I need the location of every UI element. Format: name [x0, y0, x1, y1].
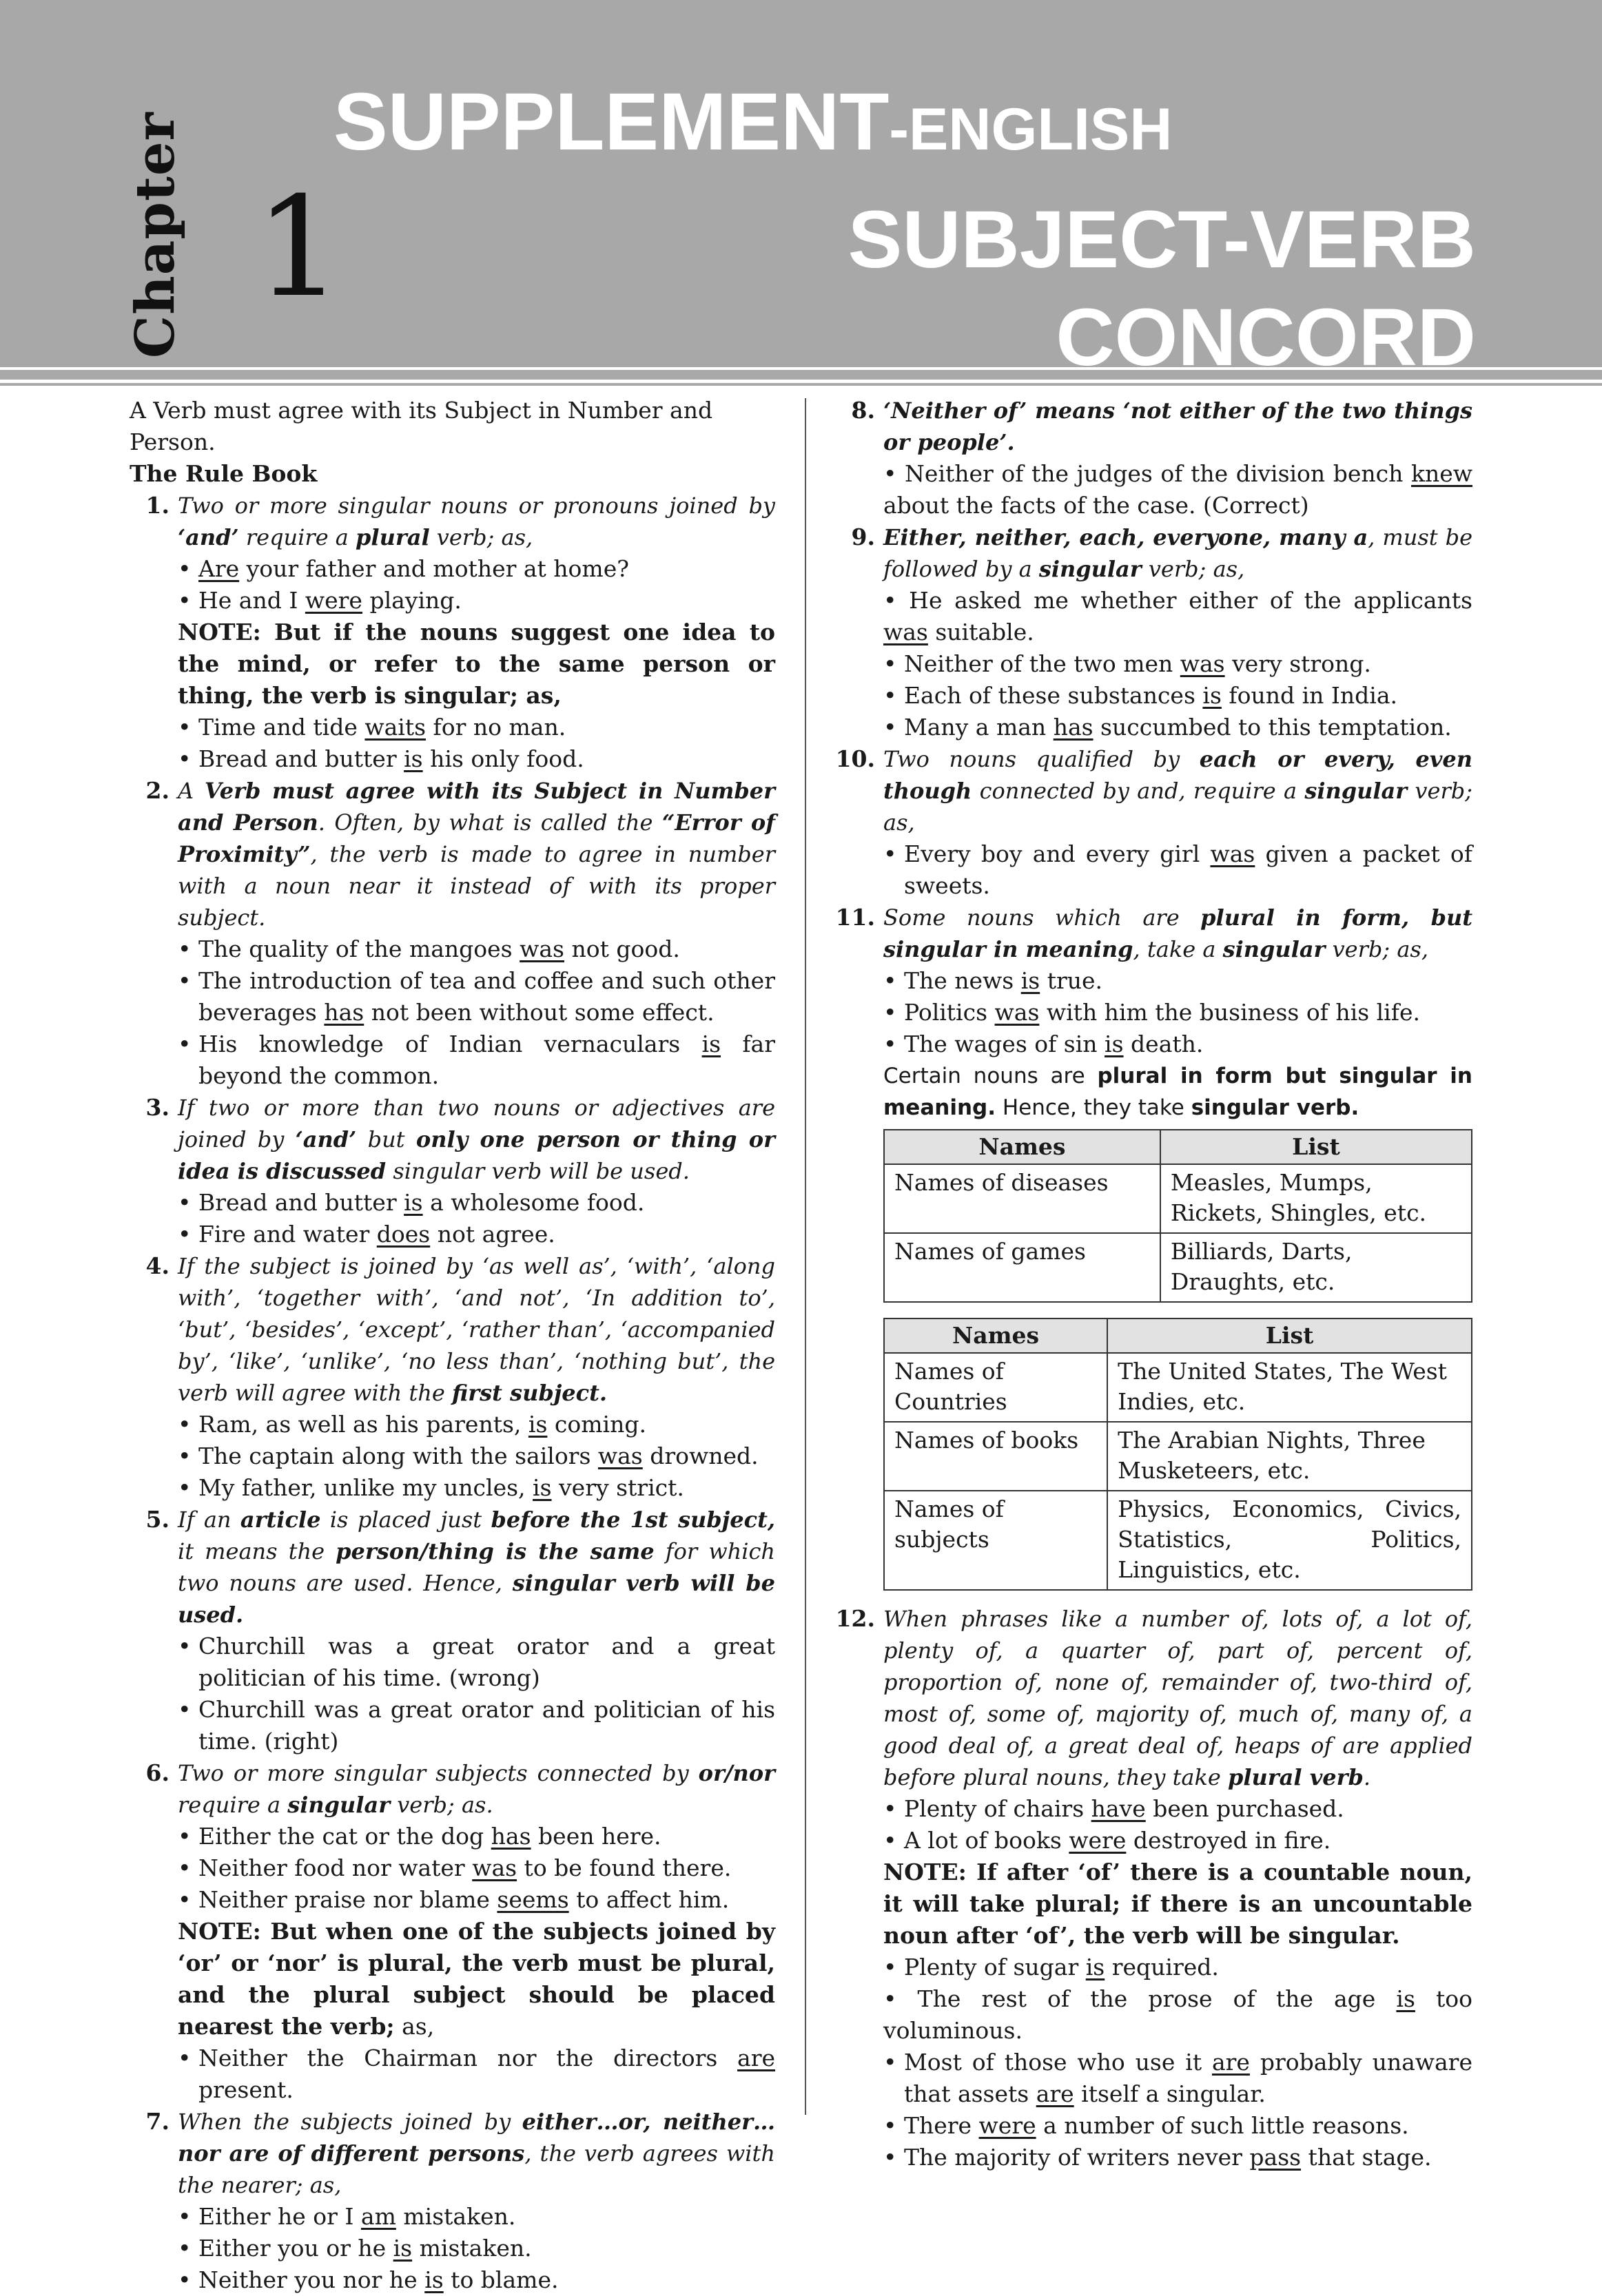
rule-12: 12. When phrases like a number of, lots of, a lot of, plenty of, a quarter of, part of, percent of, proportion of, none of, remainder of, two-third of, most of, some of, majority of, much of, many of, a good deal of, a great deal of, heaps of are applied before plural nouns, they take plural verb. • Plenty of chairs have been purchased. • A lot of books were destroyed in fire. NOTE: If after ‘of’ there is a countable noun, it will take plural; if there is an uncountable noun after ‘of’, the verb will be singular. • Plenty of sugar is required. • The rest of the prose of the age is too voluminous. • Most of those who use it are probably unaware that assets are itself a singular. • There were a number of such little reasons. • The majority of writers never pass that stage.	[835, 1603, 1472, 2173]
rule-11: 11. Some nouns which are plural in form, but singular in meaning, take a singular verb; as, • The news is true. • Politics was with him the business of his life. • The wages of sin is death. Certain nouns are plural in form but singular in meaning. Hence, they take singular verb.	[835, 904, 1473, 1120]
rule-3: 3. If two or more than two nouns or adjectives are joined by ‘and’ but only one person or thing or idea is discussed singular verb will be used. • Bread and butter is a wholesome food. • Fire and water does not agree.	[130, 1092, 775, 1250]
table1-header-list: List	[1160, 1130, 1472, 1164]
table-cell: Names of games	[884, 1233, 1160, 1302]
rule-8: 8. ‘Neither of’ means ‘not either of the two things or people’. • Neither of the judges of the division bench knew about the facts of the case. (Correct)	[851, 397, 1472, 519]
table-cell: Names of diseases	[884, 1164, 1160, 1233]
table-cell: Names of books	[884, 1422, 1107, 1491]
rule-10: 10. Two nouns qualified by each or every, even though connected by and, require a singular verb; as, • Every boy and every girl was given a packet of sweets.	[835, 743, 1472, 902]
table-row	[884, 1422, 1472, 1491]
plural-form-table-1	[883, 1129, 1472, 1303]
supplement-small: -ENGLISH	[889, 96, 1173, 163]
table-row	[884, 1233, 1472, 1302]
table-row	[884, 1491, 1472, 1590]
table2-header-names: Names	[884, 1318, 1107, 1353]
column-divider	[805, 398, 806, 2115]
rule-7: 7. When the subjects joined by either…or, neither… nor are of different persons, the verb agrees with the nearer; as, • Either he or I am mistaken. • Either you or he is mistaken. • Neither you nor he is to blame.	[130, 2106, 775, 2296]
rule-2: 2. A Verb must agree with its Subject in Number and Person. Often, by what is called the “Error of Proximity”, the verb is made to agree in number with a noun near it instead of with its proper subject. • The quality of the mangoes was not good. • The introduction of tea and coffee and such other beverages has not been without some effect. • His knowledge of Indian vernaculars is far beyond the common.	[130, 775, 775, 1092]
left-column	[130, 395, 775, 2296]
table-cell: Names of Countries	[884, 1353, 1107, 1422]
table-cell: Names of subjects	[884, 1491, 1107, 1590]
topic-line1: SUBJECT-VERB	[848, 194, 1476, 285]
plural-form-table-2	[883, 1318, 1472, 1591]
rule-9: 9. Either, neither, each, everyone, many a, must be followed by a singular verb; as, • He asked me whether either of the applicants was suitable. • Neither of the two men was very strong. • Each of these substances is found in India. • Many a man has succumbed to this temptation.	[851, 524, 1473, 741]
right-column	[835, 395, 1472, 2173]
table-row	[884, 1164, 1472, 1233]
chapter-label: Chapter	[124, 112, 187, 358]
table1-header-names: Names	[884, 1130, 1160, 1164]
rule-book-heading: The Rule Book	[130, 460, 318, 487]
supplement-big: SUPPLEMENT	[333, 76, 890, 167]
topic-line2: CONCORD	[1056, 291, 1476, 383]
table-cell: Measles, Mumps, Rickets, Shingles, etc.	[1160, 1164, 1472, 1233]
table-cell: The United States, The West Indies, etc.	[1107, 1353, 1472, 1422]
table-cell: Physics, Economics, Civics, Statistics, Politics, Linguistics, etc.	[1107, 1491, 1472, 1590]
rule-6: 6. Two or more singular subjects connected by or/nor require a singular verb; as. • Either the cat or the dog has been here. • Neither food nor water was to be found there. • Neither praise nor blame seems to affect him. NOTE: But when one of the subjects joined by ‘or’ or ‘nor’ is plural, the verb must be plural, and the plural subject should be placed nearest the verb; as, • Neither the Chairman nor the directors are present.	[130, 1757, 775, 2106]
table-cell: Billiards, Darts, Draughts, etc.	[1160, 1233, 1472, 1302]
chapter-number: 1	[255, 167, 343, 328]
topic-title	[848, 192, 1476, 386]
table-row	[884, 1353, 1472, 1422]
table-cell: The Arabian Nights, Three Musketeers, etc.	[1107, 1422, 1472, 1491]
rule-5: 5. If an article is placed just before the 1st subject, it means the person/thing is the same for which two nouns are used. Hence, singular verb will be used. • Churchill was a great orator and a great politician of his time. (wrong) • Churchill was a great orator and politician of his time. (right)	[130, 1504, 775, 1757]
table2-header-list: List	[1107, 1318, 1472, 1353]
rule-4: 4. If the subject is joined by ‘as well as’, ‘with’, ‘along with’, ‘together with’, ‘and not’, ‘In addition to’, ‘but’, ‘besides’, ‘except’, ‘rather than’, ‘accompanied by’, ‘like’, ‘unlike’, ‘no less than’, ‘nothing but’, the verb will agree with the first subject. • Ram, as well as his parents, is coming. • The captain along with the sailors was drowned. • My father, unlike my uncles, is very strict.	[130, 1250, 775, 1504]
intro-text: A Verb must agree with its Subject in Number and Person.	[130, 397, 713, 455]
rule-1: 1. Two or more singular nouns or pronouns joined by ‘and’ require a plural verb; as, • Are your father and mother at home? • He and I were playing. NOTE: But if the nouns suggest one idea to the mind, or refer to the same person or thing, the verb is singular; as, • Time and tide waits for no man. • Bread and butter is his only food.	[130, 490, 775, 775]
supplement-title	[333, 76, 1173, 167]
